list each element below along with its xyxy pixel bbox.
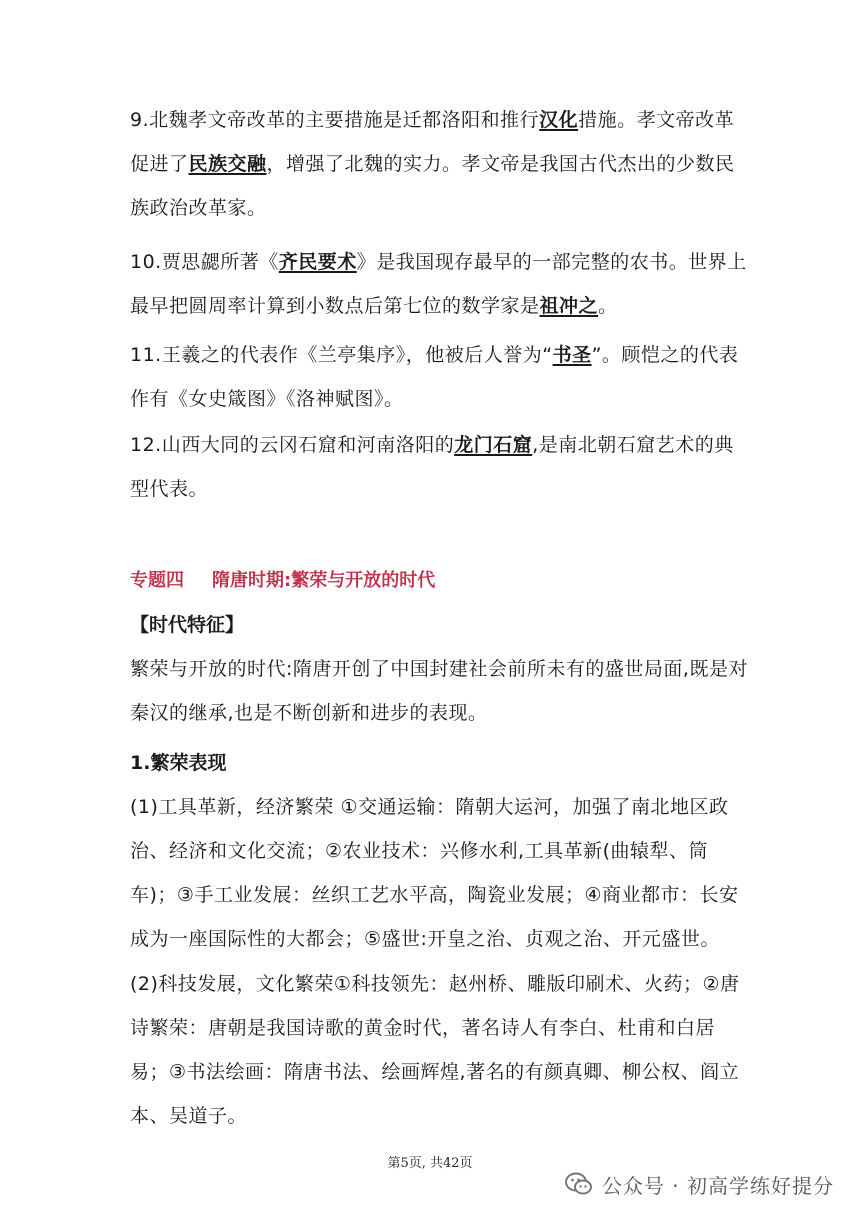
- text: 11.王羲之的代表作《兰亭集序》，他被后人誉为“: [130, 344, 553, 366]
- item-12: [130, 423, 750, 511]
- section-heading: [130, 566, 435, 592]
- item-10: [130, 240, 750, 328]
- point-2: (2)科技发展，文化繁荣①科技领先：赵州桥、雕版印刷术、火药；②唐诗繁荣：唐朝是我国诗歌的黄金时代，著名诗人有李白、杜甫和白居易；③书法绘画：隋唐书法、绘画辉煌,著名的有颜真卿、柳公权、阎立本、吴道子。: [130, 973, 740, 1127]
- page-number: 第5页, 共42页: [387, 1156, 473, 1171]
- text: 10.贾思勰所著《: [130, 251, 279, 273]
- keyword: 齐民要术: [278, 251, 357, 273]
- text: ,是南北朝石窟艺术的典型代表。: [130, 434, 734, 500]
- keyword: 龙门石窟: [454, 434, 533, 456]
- keyword: 祖冲之: [539, 295, 599, 317]
- point-1: (1)工具革新，经济繁荣 ①交通运输：隋朝大运河，加强了南北地区政治、经济和文化交流；②农业技术：兴修水利,工具革新(曲辕犁、筒车)；③手工业发展：丝织工艺水平高，陶瓷业发展；④商业都市：长安成为一座国际性的大都会；⑤盛世:开皇之治、贞观之治、开元盛世。: [130, 796, 739, 950]
- keyword: 民族交融: [188, 153, 267, 175]
- text: 》是我国现存最早的一部完整的农书。世界上最早把圆周率计算到小数点后第七位的数学家是: [130, 251, 747, 317]
- keyword: 汉化: [539, 109, 579, 131]
- item-11: [130, 333, 750, 421]
- subheading-prosperity: 1.繁荣表现: [130, 752, 227, 774]
- text: 措施。孝文帝改革促进了: [130, 109, 735, 175]
- feature-heading: 【时代特征】: [130, 614, 245, 636]
- text: 9.北魏孝文帝改革的主要措施是迁都洛阳和推行: [130, 109, 540, 131]
- watermark: [564, 1168, 834, 1200]
- text: ，增强了北魏的实力。孝文帝是我国古代杰出的少数民族政治改革家。: [130, 153, 735, 219]
- text: 。: [598, 295, 618, 317]
- wechat-icon: [564, 1169, 594, 1199]
- text: ”。顾恺之的代表作有《女史箴图》《洛神赋图》。: [130, 344, 739, 410]
- item-9: [130, 98, 750, 230]
- watermark-text: 公众号 · 初高学练好提分: [601, 1173, 834, 1198]
- keyword: 书圣: [552, 344, 592, 366]
- section-label: 专题四: [130, 570, 184, 591]
- section-title: 隋唐时期:繁荣与开放的时代: [212, 570, 436, 591]
- feature-text: 繁荣与开放的时代:隋唐开创了中国封建社会前所未有的盛世局面,既是对秦汉的继承,也是不断创新和进步的表现。: [130, 658, 748, 724]
- text: 12.山西大同的云冈石窟和河南洛阳的: [130, 434, 455, 456]
